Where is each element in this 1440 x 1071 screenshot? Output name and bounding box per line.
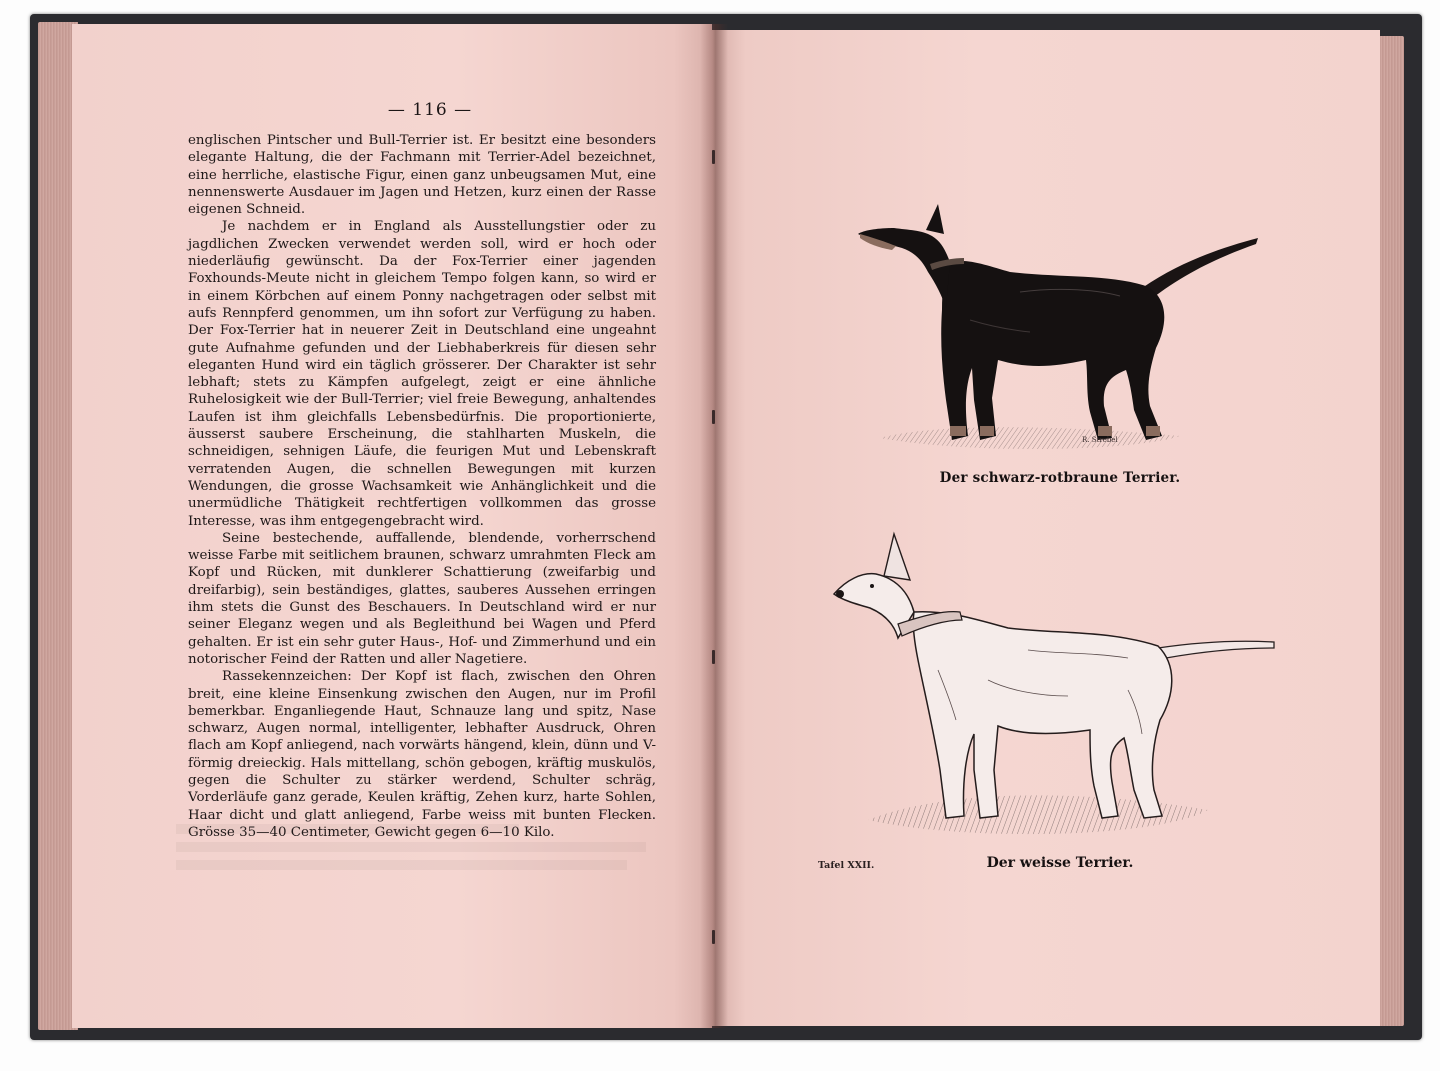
white-terrier-illustration — [828, 520, 1288, 850]
artist-signature: R. Strebel — [1082, 436, 1118, 444]
binding-stitch — [712, 150, 715, 164]
top-figure-caption: Der schwarz-rotbraune Terrier. — [939, 470, 1181, 486]
paragraph: englischen Pintscher und Bull-Terrier ist. Er besitzt eine besonders elegante Haltung, die der Fachmann mit Terrier-Adel bezeichnet, eine herrliche, elastische Figur, einen ganz unbeugsamen Mut, eine nennenswerte Ausdauer im Jagen und Hetzen, kurz einen der Rasse eigenen Schneid. — [188, 133, 656, 218]
paragraph: Seine bestechende, auffallende, blendende, vorherrschend weisse Farbe mit seitlichem braunen, schwarz umrahmten Fleck am Kopf und Rücken, mit dunklerer Schattierung (zweifarbig und dreifarbig), sein beständiges, glattes, sauberes Aussehen erringen ihm stets die Gunst des Beschauers. In Deutschland wird er nur seiner Eleganz wegen und als Begleithund bei Wagen und Pferd gehalten. Er ist ein sehr guter Haus-, Hof- und Zimmerhund und ein notorischer Feind der Ratten und aller Nagetiere. — [188, 530, 656, 667]
book-gutter — [700, 24, 728, 1028]
page-number: — 116 — — [387, 100, 473, 120]
body-text — [188, 132, 656, 841]
show-through-text — [176, 818, 666, 870]
binding-stitch — [712, 930, 715, 944]
binding-stitch — [712, 650, 715, 664]
paragraph: Rassekennzeichen: Der Kopf ist flach, zwischen den Ohren breit, eine kleine Einsenkung zwischen den Augen, nur im Profil bemerkbar. Enganliegende Haut, Schnauze lang und spitz, Nase schwarz, Augen normal, intelligenter, lebhafter Ausdruck, Ohren flach am Kopf anliegend, nach vorwärts hängend, klein, dünn und V-förmig dreieckig. Hals mittellang, schön gebogen, kräftig muskulös, gegen die Schulter zu stärker werdend, Schulter schräg, Vorderläufe ganz gerade, Keulen kräftig, Zehen kurz, harte Sohlen, Haar dicht und glatt anliegend, Farbe weiss mit bunten Flecken. Grösse 35—40 Centimeter, Gewicht gegen 6—10 Kilo. — [188, 669, 656, 840]
plate-label: Tafel XXII. — [818, 860, 875, 871]
bottom-figure-caption: Der weisse Terrier. — [986, 855, 1134, 871]
black-tan-terrier-illustration — [850, 200, 1270, 465]
binding-stitch — [712, 410, 715, 424]
paragraph: Je nachdem er in England als Ausstellungstier oder zu jagdlichen Zwecken verwendet werden soll, wird er hoch oder niederläufig gewünscht. Da der Fox-Terrier einer jagenden Foxhounds-Meute nicht in gleichem Tempo folgen kann, so wird er in einem Körbchen auf einem Ponny nachgetragen oder selbst mit aufs Rennpferd genommen, um ihn sofort zur Verfügung zu haben. Der Fox-Terrier hat in neuerer Zeit in Deutschland eine ungeahnt gute Aufnahme gefunden und der Liebhaberkreis für diesen sehr eleganten Hund wird ein täglich grösserer. Der Charakter ist sehr lebhaft; stets zu Kämpfen aufgelegt, zeigt er eine ähnliche Ruhelosigkeit wie der Bull-Terrier; viel freie Bewegung, anhaltendes Laufen ist ihm gleichfalls Lebensbedürfnis. Die proportionierte, äusserst saubere Erscheinung, die stahlharten Muskeln, die schneidigen, sehnigen Läufe, die feurigen Mut und Lebenskraft verratenden Augen, die schnellen Bewegungen mit kurzen Wendungen, die grosse Wachsamkeit wie Anhänglichkeit und die unermüdliche Thätigkeit rechtfertigen vollkommen das grosse Interesse, was ihm entgegengebracht wird. — [188, 219, 656, 529]
